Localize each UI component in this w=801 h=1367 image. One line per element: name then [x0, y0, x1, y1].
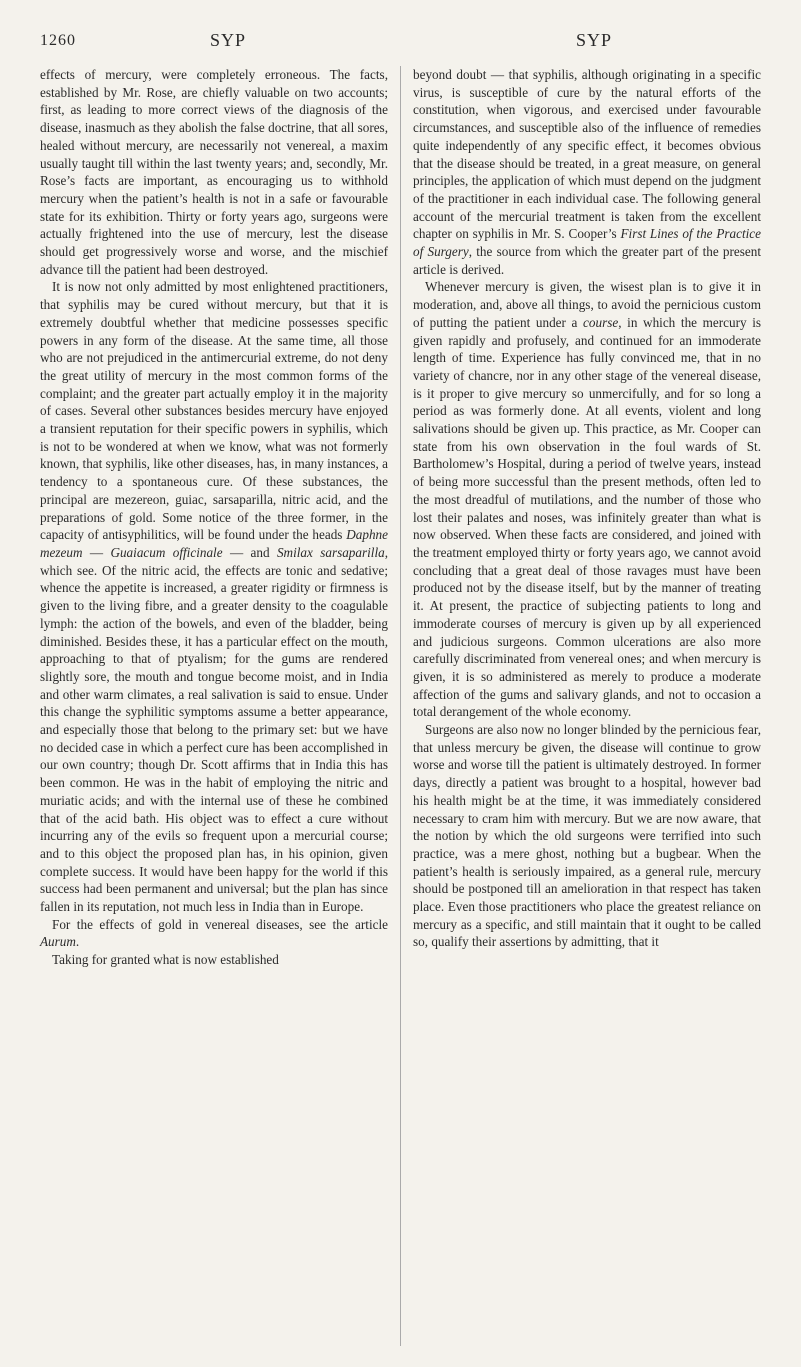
right-column	[413, 66, 761, 951]
text-run: It is now not only admitted by most enlightened practitioners, that syphilis may be cured without mercury, but that it is extremely doubtful whether that medicine possesses specific powers in any form of the disease. At the same time, all those who are not prejudiced in the antimercurial extreme, do not deny the great utility of mercury in the most common forms of the complaint; and the greater part actually employ it in the majority of cases. Several other substances besides mercury have enjoyed a transient reputation for their specific powers in syphilis, which is not to be wondered at when we know, what was not formerly known, that syphilis, like other diseases, has, in many instances, a tendency to a spontaneous cure. Of these substances, the principal are mezereon, guiac, sarsaparilla, nitric acid, and the preparations of gold. Some notice of the three former, in the capacity of antisyphilitics, will be found under the heads	[40, 279, 388, 543]
paragraph: effects of mercury, were completely erroneous. The facts, established by Mr. Rose, are chiefly valuable on two accounts; first, as leading to more correct views of the diagnosis of the disease, inasmuch as they abolish the false doctrine, that all sores, healed without mercury, are necessarily not venereal, a maxim usually taught till within the last twenty years; and, secondly, Mr. Rose’s facts are important, as encouraging us to withhold mercury when the patient’s health is not in a safe or favourable state for its exhibition. Thirty or forty years ago, surgeons were actually frightened into the use of mercury, lest the disease should get progressively worse and worse, and the mischief advance till the patient had been destroyed.	[40, 67, 388, 277]
italic-title: First Lines of the Practice of Surgery	[413, 226, 762, 260]
italic-term: Smilax sarsaparilla	[276, 544, 385, 560]
italic-term: Guaiacum officinale	[110, 544, 223, 560]
text-run: , the source from which the greater part of the present article is derived.	[413, 244, 761, 277]
text-run: .	[75, 934, 80, 950]
paragraph	[413, 278, 761, 721]
paragraph: Surgeons are also now no longer blinded by the pernicious fear, that unless mercury be given, the disease will continue to grow worse and worse till the patient is ultimately destroyed. In former days, directly a patient was brought to a hospital, however bad his health might be at the time, it was immediately considered necessary to cram him with mercury. But we are now aware, that the notion by which the old surgeons were terrified into such practice, was a mere ghost, nothing but a bugbear. When the patient’s health is seriously impaired, as a general rule, mercury should be postponed till an amelioration in that respect has taken place. Even those practitioners who place the greatest reliance on mercury as a specific, and still maintain that it ought to be called so, qualify their assertions by admitting, that it	[413, 722, 761, 950]
text-run: —	[82, 544, 111, 560]
text-run: , which see. Of the nitric acid, the effects are tonic and sedative; whence the appetite is increased, a greater rigidity or firmness is given to the living fibre, and a greater density to the coagulable lymph: the action of the bowels, and even of the bladder, being diminished. Besides these, it has a particular effect on the mouth, approaching to that of ptyalism; for the gums are rendered slightly sore, the mouth and tongue become moist, and in India and other warm climates, a real salivation is said to ensue. Under this change the syphilitic symptoms assume a better appearance, and especially those that belong to the primary set: but we have no decided case in which a perfect cure has been accomplished in our own country; though Dr. Scott affirms that in India this has been common. He was in the habit of employing the nitric and muriatic acids; and with the internal use of these he combined that of the acid bath. His object was to effect a cure without incurring any of the evils so frequent upon a mercurial course; and to this object the proposed plan has, in his opinion, given complete success. It would have been happy for the world if this success had been permanent and universal; but the plan has since fallen in its reputation, not much less in India than in Europe.	[40, 544, 389, 915]
paragraph	[40, 916, 388, 951]
page-header	[0, 30, 801, 54]
column-divider	[400, 66, 401, 1346]
paragraph: Taking for granted what is now established	[52, 952, 279, 968]
text-run: Whenever mercury is given, the wisest plan is to give it in moderation, and, above all things, to avoid the pernicious custom of putting the patient under a	[413, 279, 761, 330]
text-run: For the effects of gold in venereal diseases, see the article	[52, 916, 388, 932]
running-head-right: SYP	[576, 30, 613, 50]
paragraph	[40, 278, 388, 915]
italic-term: Daphne mezeum	[40, 527, 388, 560]
italic-term: Aurum	[40, 934, 76, 950]
left-column	[40, 66, 388, 969]
running-head-left: SYP	[210, 30, 247, 50]
text-run: beyond doubt — that syphilis, although originating in a specific virus, is susceptible of cure by the natural efforts of the constitution, when vigorous, and exercised under favourable circumstances, and susceptible also of the influence of remedies quite independently of any specific effect, it becomes obvious that the disease should be treated, in a great measure, on general principles, the application of which must depend on the judgment of the practitioner in each individual case. The following general account of the mercurial treatment is taken from the excellent chapter on syphilis in Mr. S. Cooper’s	[413, 67, 761, 242]
page-number: 1260	[40, 32, 76, 49]
text-run: , in which the mercury is given rapidly and profusely, and continued for an immoderate length of time. Experience has fully convinced me, that in no variety of chancre, nor in any other stage of the venereal disease, is it proper to give mercury so unmercifully, and for so long a period as was formerly done. At all events, violent and long salivations should be given up. This practice, as Mr. Cooper can state from his own observation in the foul wards of St. Bartholomew’s Hospital, during a period of twelve years, instead of being more successful than the present methods, often led to the most dreadful of mutilations, and the number of those who lost their palates and noses, was infinitely greater than what is now observed. When these facts are considered, and joined with the treatment employed thirty or forty years ago, we cannot avoid concluding that a great deal of those ravages must have been produced not by the disease itself, but by the manner of treating it. At present, the practice of subjecting patients to long and immoderate courses of mercury is given up by all experienced and judicious surgeons. Common ulcerations are also more carefully discriminated from venereal ones; and when mercury is given, it is so administered as merely to produce a moderate affection of the gums and salivary glands, and not to occasion a total derangement of the whole economy.	[413, 314, 762, 720]
text-run: — and	[222, 544, 277, 560]
paragraph	[413, 66, 761, 278]
italic-term: course	[583, 314, 619, 330]
